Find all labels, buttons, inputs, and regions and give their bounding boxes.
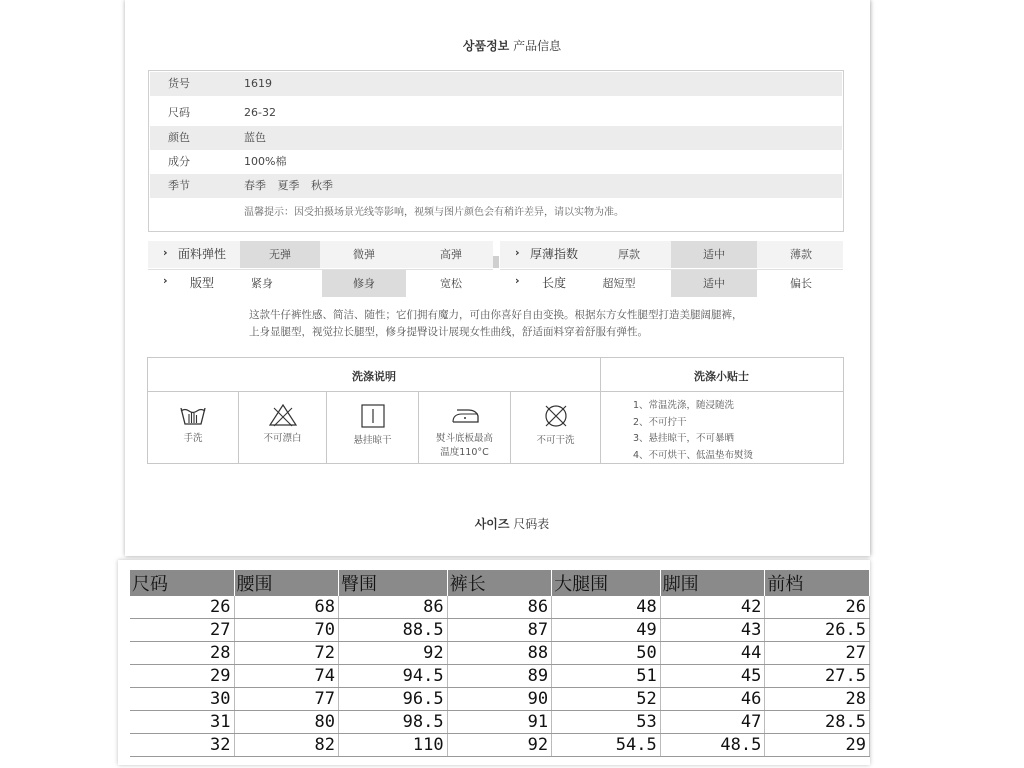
fit-option-slim[interactable]: 修身 <box>322 270 406 297</box>
table-row <box>130 642 870 665</box>
size-cell: 94.5 <box>339 665 448 688</box>
size-cell: 30 <box>130 688 234 711</box>
care-label: 悬挂晾干 <box>353 435 392 446</box>
info-value: 26-32 <box>244 106 276 119</box>
size-cell: 86 <box>447 596 552 619</box>
size-cell: 87 <box>447 619 552 642</box>
size-cell: 44 <box>660 642 765 665</box>
size-header-row <box>130 570 870 596</box>
info-row <box>150 174 842 198</box>
size-header: 脚围 <box>660 570 765 596</box>
season-autumn: 秋季 <box>311 179 333 192</box>
size-cell: 110 <box>339 734 448 757</box>
size-header: 尺码 <box>130 570 234 596</box>
size-cell: 46 <box>660 688 765 711</box>
size-cell: 91 <box>447 711 552 734</box>
size-cell: 88 <box>447 642 552 665</box>
no-bleach-icon <box>268 402 298 428</box>
info-row <box>150 126 842 150</box>
size-header: 腰围 <box>234 570 339 596</box>
size-cell: 26 <box>765 596 870 619</box>
size-title-chinese: 尺码表 <box>513 517 550 531</box>
size-cell: 42 <box>660 596 765 619</box>
size-cell: 28 <box>130 642 234 665</box>
care-item-iron <box>419 392 510 463</box>
size-cell: 54.5 <box>552 734 661 757</box>
divider <box>600 391 843 392</box>
care-label: 手洗 <box>183 433 203 444</box>
length-option-long[interactable]: 偏长 <box>790 277 812 290</box>
table-row <box>130 596 870 619</box>
size-cell: 82 <box>234 734 339 757</box>
size-cell: 26 <box>130 596 234 619</box>
fit-option-tight[interactable]: 紧身 <box>251 277 273 290</box>
size-cell: 92 <box>447 734 552 757</box>
size-cell: 29 <box>765 734 870 757</box>
table-row <box>130 619 870 642</box>
care-title: 洗涤说明 <box>352 370 396 383</box>
elasticity-label: 面料弹性 <box>178 247 227 261</box>
thickness-label: 厚薄指数 <box>530 247 579 261</box>
size-cell: 72 <box>234 642 339 665</box>
thickness-option-thin[interactable]: 薄款 <box>790 248 812 261</box>
info-value: 1619 <box>244 77 272 90</box>
care-label: 不可干洗 <box>536 435 575 446</box>
info-row <box>150 72 842 96</box>
size-cell: 50 <box>552 642 661 665</box>
chevron-right-icon: › <box>515 274 520 287</box>
size-cell: 98.5 <box>339 711 448 734</box>
size-table <box>130 570 870 757</box>
title-korean: 상품정보 <box>462 39 510 53</box>
size-title-korean: 사이즈 <box>474 517 510 531</box>
size-cell: 45 <box>660 665 765 688</box>
care-tip: 4、不可烘干、低温垫布熨烫 <box>633 449 754 461</box>
size-cell: 28 <box>765 688 870 711</box>
hand-wash-icon <box>178 402 208 428</box>
size-cell: 26.5 <box>765 619 870 642</box>
product-info-title <box>0 37 1024 54</box>
care-tip: 2、不可拧干 <box>633 416 687 428</box>
description-line-2: 上身显腿型，视觉拉长腿型，修身提臀设计展现女性曲线，舒适面料穿着舒服有弹性。 <box>249 326 648 338</box>
hang-dry-icon <box>358 402 388 430</box>
elasticity-option-slight[interactable]: 微弹 <box>353 248 375 261</box>
care-item-hand-wash <box>148 392 238 463</box>
iron-icon <box>448 402 482 428</box>
care-item-no-bleach <box>239 392 326 463</box>
size-header: 前档 <box>765 570 870 596</box>
elasticity-option-high[interactable]: 高弹 <box>440 248 462 261</box>
chevron-right-icon: › <box>163 274 168 287</box>
care-label: 温度110°C <box>440 447 489 458</box>
size-cell: 48.5 <box>660 734 765 757</box>
size-header: 大腿围 <box>552 570 661 596</box>
length-option-medium[interactable]: 适中 <box>671 270 757 297</box>
info-key: 季节 <box>168 179 190 192</box>
info-value: 蓝色 <box>244 131 266 144</box>
care-item-hang-dry <box>327 392 418 463</box>
product-info-table <box>148 70 844 232</box>
size-cell: 68 <box>234 596 339 619</box>
size-cell: 89 <box>447 665 552 688</box>
season-summer: 夏季 <box>277 179 300 192</box>
care-tip: 1、常温洗涤，随浸随洗 <box>633 400 735 411</box>
size-cell: 49 <box>552 619 661 642</box>
size-cell: 96.5 <box>339 688 448 711</box>
divider <box>493 256 499 268</box>
fit-option-loose[interactable]: 宽松 <box>440 277 462 290</box>
table-row <box>130 688 870 711</box>
size-cell: 29 <box>130 665 234 688</box>
size-cell: 88.5 <box>339 619 448 642</box>
info-key: 货号 <box>168 77 190 90</box>
size-cell: 77 <box>234 688 339 711</box>
color-notice: 温馨提示：因受拍摄场景光线等影响，视频与图片颜色会有稍许差异，请以实物为准。 <box>244 207 624 218</box>
size-cell: 28.5 <box>765 711 870 734</box>
description-line-1: 这款牛仔裤性感、简洁、随性；它们拥有魔力，可由你喜好自由变换。根据东方女性腿型打造美腿阔腿裤， <box>249 309 743 321</box>
care-label: 不可漂白 <box>263 433 302 444</box>
divider <box>600 358 601 463</box>
table-row <box>130 711 870 734</box>
title-chinese: 产品信息 <box>513 39 562 53</box>
size-cell: 27.5 <box>765 665 870 688</box>
care-tips-title: 洗涤小贴士 <box>694 370 749 383</box>
no-dry-clean-icon <box>541 402 571 430</box>
chevron-right-icon: › <box>515 246 520 259</box>
care-label: 熨斗底板最高 <box>435 433 493 444</box>
size-header: 裤长 <box>447 570 552 596</box>
season-values <box>244 174 333 198</box>
care-item-no-dry-clean <box>511 392 600 463</box>
size-cell: 70 <box>234 619 339 642</box>
info-key: 尺码 <box>168 106 190 119</box>
care-table <box>147 357 844 464</box>
table-row <box>130 734 870 757</box>
size-header: 臀围 <box>339 570 448 596</box>
size-cell: 86 <box>339 596 448 619</box>
size-cell: 43 <box>660 619 765 642</box>
info-value: 100%棉 <box>244 155 287 168</box>
size-cell: 53 <box>552 711 661 734</box>
size-cell: 32 <box>130 734 234 757</box>
size-cell: 80 <box>234 711 339 734</box>
size-cell: 90 <box>447 688 552 711</box>
size-chart-panel <box>118 560 870 765</box>
size-cell: 51 <box>552 665 661 688</box>
thickness-option-thick[interactable]: 厚款 <box>618 248 640 261</box>
care-tips-list <box>633 398 753 464</box>
season-spring: 春季 <box>244 179 266 192</box>
info-key: 成分 <box>168 155 190 168</box>
size-cell: 27 <box>130 619 234 642</box>
info-row <box>150 101 842 125</box>
size-cell: 48 <box>552 596 661 619</box>
size-cell: 31 <box>130 711 234 734</box>
thickness-option-medium[interactable]: 适中 <box>671 241 757 268</box>
info-row <box>150 150 842 174</box>
chevron-right-icon: › <box>163 246 168 259</box>
length-option-short[interactable]: 超短型 <box>602 277 636 290</box>
table-row <box>130 665 870 688</box>
fit-label: 版型 <box>190 276 215 290</box>
size-cell: 74 <box>234 665 339 688</box>
size-cell: 92 <box>339 642 448 665</box>
size-cell: 47 <box>660 711 765 734</box>
length-label: 长度 <box>542 276 567 290</box>
care-tip: 3、悬挂晾干，不可暴晒 <box>633 433 735 444</box>
info-key: 颜色 <box>168 131 190 144</box>
elasticity-option-none[interactable]: 无弹 <box>240 241 320 268</box>
size-chart-title <box>0 515 1024 532</box>
size-cell: 27 <box>765 642 870 665</box>
size-cell: 52 <box>552 688 661 711</box>
